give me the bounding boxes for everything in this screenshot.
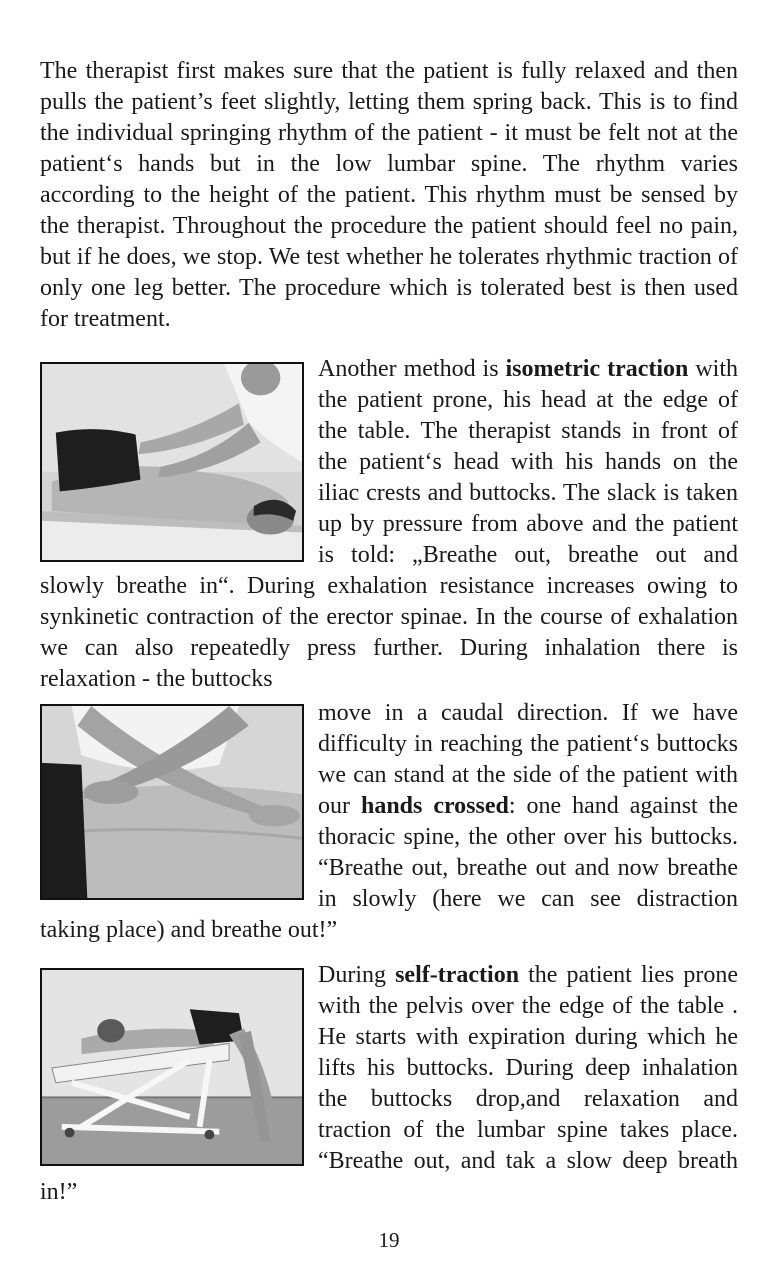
photo-isometric-traction [40,362,304,562]
paragraph-hands-crossed: move in a caudal direction. If we have difficulty in reaching the patient‘s buttocks we can stand at the side of the patient with our hands crossed: one hand against the thoracic spine, the other over his buttocks. “Breathe out, breathe out and now breathe in slowly (here we can see distraction taking place) and breathe out!” [40,700,739,943]
paragraph-isometric-traction: Another method is isometric traction with the patient prone, his head at the edge of the table. The therapist stands in front of the patient‘s head with his hands on the iliac crests and buttocks. The slack is taken up by pressure from above and the patient is told: „Breathe out, breathe out and slowly breathe in“. During exhalation resistance increases owing to synkinetic contraction of the erector spinae. In the course of exhalation we can also repeatedly press further. During inhalation there is relaxation - the buttocks [40,356,738,692]
term-isometric-traction: isometric traction [505,356,689,382]
page-number: 19 [378,1228,400,1252]
photo-self-traction [40,968,304,1166]
term-self-traction: self-traction [395,962,520,988]
term-hands-crossed: hands crossed [360,793,509,819]
paragraph-rhythmic-traction: The therapist first makes sure that the patient is fully relaxed and then pulls the patient’s feet slightly, letting them spring back. This is to find the individual springing rhythm of the patient - it must be felt not at the patient‘s hands but in the low lumbar spine. The rhythm varies according to the height of the patient. This rhythm must be sensed by the therapist. Throughout the procedure the patient should feel no pain, but if he does, we stop. We test whether he tolerates rhythmic traction of only one leg better. The procedure which is tolerated best is then used for treatment. [40,58,738,332]
photo-hands-crossed [40,704,304,900]
paragraph-self-traction: During self-traction the patient lies prone with the pelvis over the edge of the table . He starts with expiration during which he lifts his buttocks. During deep inhalation the buttocks drop,and relaxation and traction of the lumbar spine takes place. “Breathe out, and tak a slow deep breath in!” [40,962,738,1205]
